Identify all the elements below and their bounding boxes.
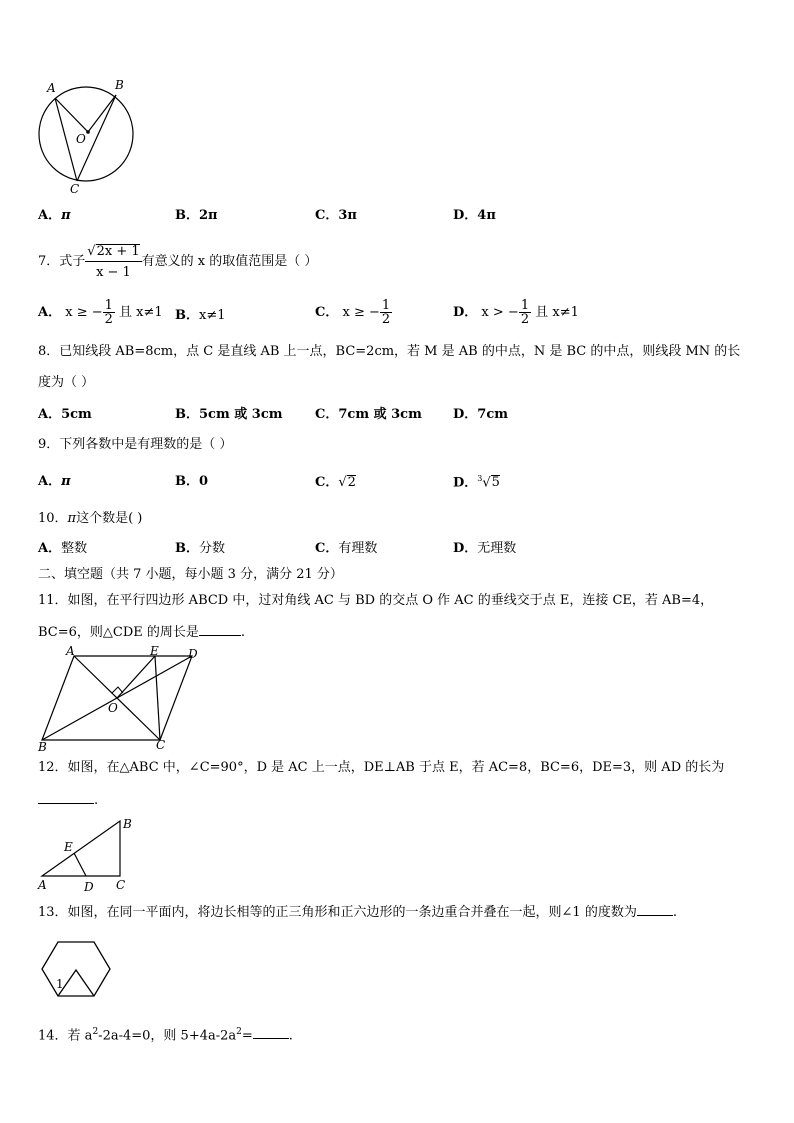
q13-end: .	[672, 905, 677, 920]
q8-option-value: 7cm 或 3cm	[338, 407, 422, 422]
q7-fraction-denominator: x − 1	[96, 265, 131, 280]
q11-segment-ce	[155, 656, 160, 740]
q7-option-text: x≠1	[199, 308, 226, 323]
q6-option-c[interactable]	[315, 209, 357, 222]
q10-option-value: 无理数	[477, 541, 517, 556]
q8-option-letter: B．	[175, 407, 199, 422]
q11-segment-oe	[117, 656, 155, 698]
q6-option-d[interactable]	[453, 209, 496, 222]
q12-end: .	[94, 793, 99, 808]
q7-fraction-numerator: √2x + 1	[85, 244, 141, 262]
q11-parallelogram-figure	[34, 645, 204, 753]
q9-option-radicand: 2	[347, 475, 356, 490]
q7-option-letter: C．	[315, 305, 339, 320]
q7-option-a[interactable]	[38, 299, 163, 326]
q7-option-pre: x ≥ −	[65, 305, 103, 320]
q13-hexagon-figure	[38, 938, 114, 1002]
q6-segment-ac	[55, 98, 77, 181]
q8-option-value: 5cm	[61, 407, 92, 422]
q10-option-letter: C．	[315, 541, 339, 556]
q13-stem	[38, 906, 677, 919]
q11-label-d: D	[188, 647, 198, 661]
q6-center-dot	[86, 130, 90, 134]
q12-label-a: A	[38, 878, 47, 892]
q10-option-letter: B．	[175, 541, 199, 556]
q9-option-radicand: 5	[491, 475, 500, 491]
q8-option-a[interactable]	[38, 408, 92, 421]
q9-option-letter: B．	[175, 474, 199, 489]
q12-label-b: B	[123, 817, 132, 831]
q12-label-e: E	[64, 840, 73, 854]
q13-stem-text: 13．如图，在同一平面内，将边长相等的正三角形和正六边形的一条边重合并叠在一起，则∠1 的度数为	[38, 905, 637, 920]
fraction-denominator: 2	[520, 312, 530, 327]
q7-option-letter: B．	[175, 308, 199, 323]
q12-label-d: D	[84, 880, 94, 894]
q7-option-pre: x ≥ −	[342, 305, 380, 320]
q6-option-letter: C．	[315, 208, 339, 223]
q7-fraction	[85, 244, 141, 279]
q7-option-pre: x > −	[481, 305, 519, 320]
q7-option-fraction	[519, 299, 531, 326]
q11-label-b: B	[38, 740, 47, 753]
q9-option-letter: A．	[38, 474, 62, 489]
q6-option-value: π	[61, 208, 71, 223]
q7-suffix: 有意义的 x 的取值范围是（ ）	[141, 254, 318, 269]
q9-option-c[interactable]: C．√2	[315, 475, 356, 490]
q11-label-c: C	[156, 738, 166, 752]
fraction-numerator: 1	[381, 298, 391, 313]
q12-answer-blank[interactable]	[38, 803, 94, 804]
q14-mid: -2a-4=0，则 5+4a-2a	[98, 1028, 237, 1044]
q6-label-c: C	[70, 182, 80, 196]
q11-stem-text: BC=6，则△CDE 的周长是	[38, 625, 199, 640]
q8-option-c[interactable]	[315, 408, 422, 421]
q8-option-b[interactable]	[175, 408, 283, 421]
q8-option-d[interactable]	[453, 408, 508, 421]
q13-answer-blank[interactable]	[637, 915, 673, 916]
q10-option-value: 有理数	[338, 541, 378, 556]
q11-answer-blank[interactable]	[199, 635, 241, 636]
q6-circle	[39, 87, 133, 181]
q7-option-post: 且 x≠1	[119, 305, 163, 320]
q14-end: .	[288, 1028, 293, 1044]
section-heading-fill-in: 二、填空题（共 7 小题，每小题 3 分，满分 21 分）	[38, 567, 343, 582]
q7-prefix: 7．式子	[38, 254, 86, 269]
q6-option-b[interactable]	[175, 209, 218, 222]
q7-option-fraction	[380, 299, 392, 326]
q8-option-value: 7cm	[477, 407, 508, 422]
q10-option-letter: A．	[38, 541, 62, 556]
q6-option-letter: A．	[38, 208, 62, 223]
q10-option-letter: D．	[453, 541, 478, 556]
q9-option-root-index: 3	[477, 474, 483, 483]
q10-stem-text: 这个数是( )	[76, 511, 143, 526]
q11-label-a: A	[66, 645, 75, 658]
q6-label-b: B	[115, 78, 124, 92]
q9-option-letter: C．	[315, 475, 339, 490]
q8-option-letter: D．	[453, 407, 478, 422]
q11-end: .	[240, 625, 246, 640]
fraction-denominator: 2	[381, 312, 391, 327]
q9-option-a[interactable]	[38, 475, 71, 488]
q7-option-d[interactable]	[453, 299, 579, 326]
q11-label-o: O	[108, 701, 118, 715]
q9-option-b[interactable]	[175, 475, 208, 488]
q12-stem-line1: 12．如图，在△ABC 中，∠C=90°，D 是 AC 上一点，DE⊥AB 于点 E，若 AC=8，BC=6，DE=3，则 AD 的长为	[38, 760, 725, 775]
q6-option-value: 2π	[199, 208, 218, 223]
q11-right-angle-mark	[112, 687, 123, 693]
q6-option-a[interactable]	[38, 209, 71, 222]
q9-option-d[interactable]: D．$^3$√5	[453, 474, 500, 491]
q6-label-o: O	[76, 132, 86, 146]
q10-option-value: 整数	[61, 541, 88, 556]
fraction-numerator: 1	[104, 298, 113, 313]
q14-sup2: 2	[236, 1027, 242, 1037]
q7-option-c[interactable]	[315, 299, 392, 326]
q10-pi: π	[67, 511, 77, 526]
q6-label-a: A	[47, 81, 56, 95]
q11-stem-line1: 11．如图，在平行四边形 ABCD 中，过对角线 AC 与 BD 的交点 O 作 AC 的垂线交于点 E，连接 CE，若 AB=4，	[38, 593, 714, 608]
q7-option-letter: D．	[453, 305, 478, 320]
q9-stem: 9．下列各数中是有理数的是（ ）	[38, 437, 233, 452]
q8-stem-line2: 度为（ ）	[38, 375, 95, 390]
q7-option-b[interactable]	[175, 309, 226, 322]
q9-option-value: 0	[199, 474, 209, 489]
q10-option-value: 分数	[199, 541, 226, 556]
q14-post: =	[241, 1028, 253, 1044]
q10-option-c[interactable]	[315, 542, 377, 555]
fraction-numerator: 1	[520, 298, 530, 313]
q12-label-c: C	[116, 878, 126, 892]
q14-sup1: 2	[92, 1027, 99, 1037]
q14-stem	[38, 1028, 293, 1042]
q9-option-value: π	[61, 474, 71, 489]
q10-option-a[interactable]	[38, 542, 87, 555]
q6-circle-figure	[32, 78, 144, 196]
q6-option-letter: B．	[175, 208, 199, 223]
q14-pre: 14．若 a	[38, 1028, 93, 1044]
q10-stem	[38, 512, 142, 525]
q8-option-letter: A．	[38, 407, 62, 422]
q13-angle-1-label: 1	[56, 977, 64, 991]
q7-stem	[38, 244, 317, 279]
q12-segment-de	[74, 853, 86, 876]
q10-number: 10．	[38, 511, 68, 526]
q7-radicand: 2x + 1	[96, 244, 140, 259]
q7-option-fraction	[103, 299, 115, 326]
q8-option-value: 5cm 或 3cm	[199, 407, 283, 422]
fraction-denominator: 2	[104, 312, 113, 327]
q12-triangle-figure	[34, 812, 146, 894]
q6-option-letter: D．	[453, 208, 478, 223]
q9-option-letter: D．	[453, 475, 478, 491]
q10-option-b[interactable]	[175, 542, 225, 555]
q7-option-letter: A．	[38, 305, 62, 320]
q12-triangle-abc	[42, 821, 120, 876]
q8-stem-line1: 8．已知线段 AB=8cm，点 C 是直线 AB 上一点，BC=2cm，若 M 是 AB 的中点，N 是 BC 的中点，则线段 MN 的长	[38, 344, 741, 359]
q10-option-d[interactable]	[453, 542, 516, 555]
q11-stem-line2	[38, 626, 245, 639]
q6-option-value: 3π	[338, 208, 357, 223]
q8-option-letter: C．	[315, 407, 339, 422]
q11-label-e: E	[150, 645, 159, 658]
q7-option-post: 且 x≠1	[535, 305, 579, 320]
q14-answer-blank[interactable]	[253, 1038, 289, 1039]
q12-stem-line2	[38, 794, 98, 807]
q6-option-value: 4π	[477, 208, 496, 223]
